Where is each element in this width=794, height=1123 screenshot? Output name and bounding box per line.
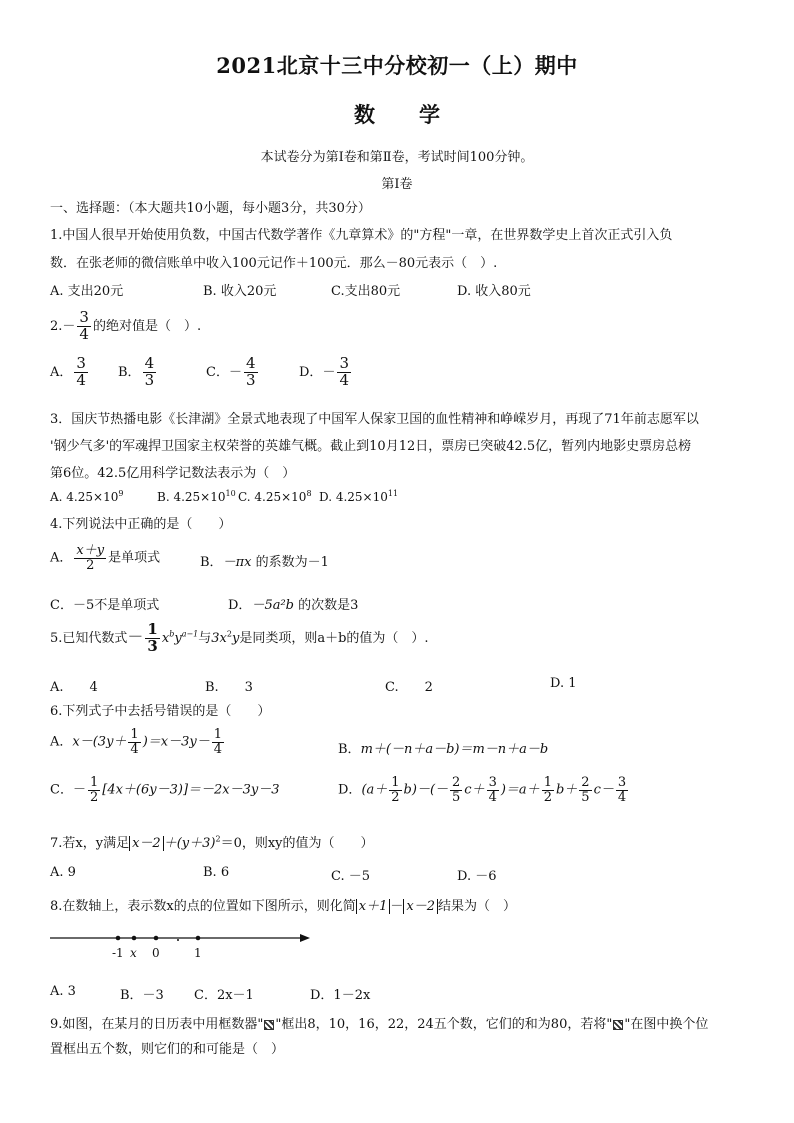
q6-stem: 6.下列式子中去括号错误的是（ ）	[50, 704, 271, 719]
label-zero: 0	[152, 946, 160, 960]
q7-option-a: A. 9	[50, 865, 76, 880]
q1-option-d: D. 收入80元	[457, 284, 531, 299]
q5-option-a: A. 4	[50, 680, 98, 695]
q5-option-d: D. 1	[550, 676, 577, 691]
q4-option-b: B．－πx 的系数为－1	[200, 555, 329, 570]
q3-option-c: C. $4.25\times 10^8$	[238, 489, 312, 504]
volume-label: 第Ⅰ卷	[381, 177, 413, 192]
number-line	[48, 926, 318, 966]
q8-option-d: D．1－2x	[310, 988, 371, 1003]
exam-intro: 本试卷分为第Ⅰ卷和第Ⅱ卷，考试时间100分钟。	[260, 150, 534, 165]
q5-option-b: B. 3	[205, 680, 253, 695]
point-x	[132, 936, 137, 941]
q3-line2: '钢少气多'的军魂捍卫国家主权荣誉的英雄气概。截止到10月12日，票房已突破42.5亿，暂列内地影史票房总榜	[50, 439, 692, 454]
q6-option-a: A．x－(3y＋ $\frac{1}{4}$ )＝x－3y－ $\frac{1}{4}$	[50, 727, 223, 757]
q4-option-c: C．－5不是单项式	[50, 598, 160, 613]
q7-stem: 7.若x，y满足 $x-2 +(y+3)^2=0$，则xy的值为（ ）	[50, 834, 374, 851]
subject-title: 数学	[354, 102, 484, 127]
q1-line1: 1.中国人很早开始使用负数，中国古代数学著作《九章算术》的"方程"一章，在世界数学史上首次正式引入负	[50, 228, 673, 243]
point-minus-one	[116, 936, 121, 941]
q9-line2: 置框出五个数，则它们的和可能是（ ）	[50, 1042, 285, 1057]
q1-line2: 数．在张老师的微信账单中收入100元记作＋100元．那么－80元表示（ ）.	[50, 256, 498, 271]
q2-option-d: D．－ $\frac{3}{4}$	[299, 354, 349, 389]
label-one: 1	[194, 946, 202, 960]
q3-option-a: A. $4.25\times 10^9$	[50, 489, 124, 504]
q2-option-b: B． $\frac{4}{3}$	[118, 354, 155, 389]
section-heading: 一、选择题：（本大题共10小题，每小题3分，共30分）	[50, 201, 371, 216]
q2-suffix: 的绝对值是（ ）.	[92, 318, 202, 334]
q2-option-a: A． $\frac{3}{4}$	[50, 354, 86, 389]
q3-option-b: B. $4.25\times 10^{10}$	[157, 489, 236, 504]
q5-stem: 5.已知代数式－ $\frac{1}{3}$ $x^by^{a-1}$与$3x^2y$是同类项，则a＋b的值为（ ）.	[50, 620, 429, 655]
q1-option-b: B. 收入20元	[203, 284, 277, 299]
q6-option-c: C．－ $\frac{1}{2}$ [4x＋(6y－3)]＝－2x－3y－3	[50, 775, 280, 805]
q2-fraction: $\frac{3}{4}$	[79, 308, 89, 343]
label-x: x	[130, 946, 137, 960]
q5-option-c: C. 2	[385, 680, 433, 695]
q3-line3: 第6位。42.5亿用科学记数法表示为（ ）	[50, 466, 296, 481]
label-minus-one: -1	[112, 946, 124, 960]
q2-stem	[50, 310, 201, 343]
q4-stem: 4.下列说法中正确的是（ ）	[50, 517, 232, 532]
q7-option-c: C. －5	[331, 869, 371, 884]
q9-line1: 9.如图，在某月的日历表中用框数器" "框出8，10，16，22，24五个数，它们的和为80，若将" "在图中换个位	[50, 1017, 709, 1032]
point-zero	[154, 936, 159, 941]
minor-dot	[177, 939, 179, 941]
q8-option-a: A. 3	[50, 984, 76, 999]
q6-option-d: D．(a＋ $\frac{1}{2}$ b)－(－ $\frac{2}{5}$ c＋ $\frac{3}{4}$ )＝a＋ $\frac{1}{2}$ b＋ $\frac{2}{5}$ c－ $\frac{3}{4}$	[338, 775, 627, 805]
q8-option-c: C．2x－1	[194, 988, 254, 1003]
q6-option-b: B．m＋(－n＋a－b)＝m－n＋a－b	[338, 742, 549, 757]
frame-icon	[264, 1020, 274, 1030]
q1-option-c: C.支出80元	[331, 284, 401, 299]
frame-icon	[613, 1020, 623, 1030]
q7-option-b: B. 6	[203, 865, 230, 880]
q3-option-d: D. $4.25\times 10^{11}$	[319, 489, 399, 504]
q2-option-c: C．－ $\frac{4}{3}$	[206, 354, 256, 389]
q2-prefix: 2.－	[50, 318, 76, 334]
exam-title: 2021北京十三中分校初一（上）期中	[216, 53, 578, 78]
q8-stem: 8.在数轴上，表示数x的点的位置如下图所示，则化简 x＋1 － x－2 结果为（ ）	[50, 899, 516, 914]
q4-option-d: D．－5a²b 的次数是3	[228, 598, 359, 613]
q7-option-d: D. －6	[457, 869, 497, 884]
point-one	[196, 936, 201, 941]
number-line-arrow	[300, 934, 310, 942]
q8-option-b: B．－3	[120, 988, 164, 1003]
q3-line1: 3．国庆节热播电影《长津湖》全景式地表现了中国军人保家卫国的血性精神和峥嵘岁月，再现了71年前志愿军以	[50, 412, 699, 427]
q4-option-a: A． $\frac{x+y}{2}$ 是单项式	[50, 543, 161, 573]
q1-option-a: A. 支出20元	[50, 284, 124, 299]
